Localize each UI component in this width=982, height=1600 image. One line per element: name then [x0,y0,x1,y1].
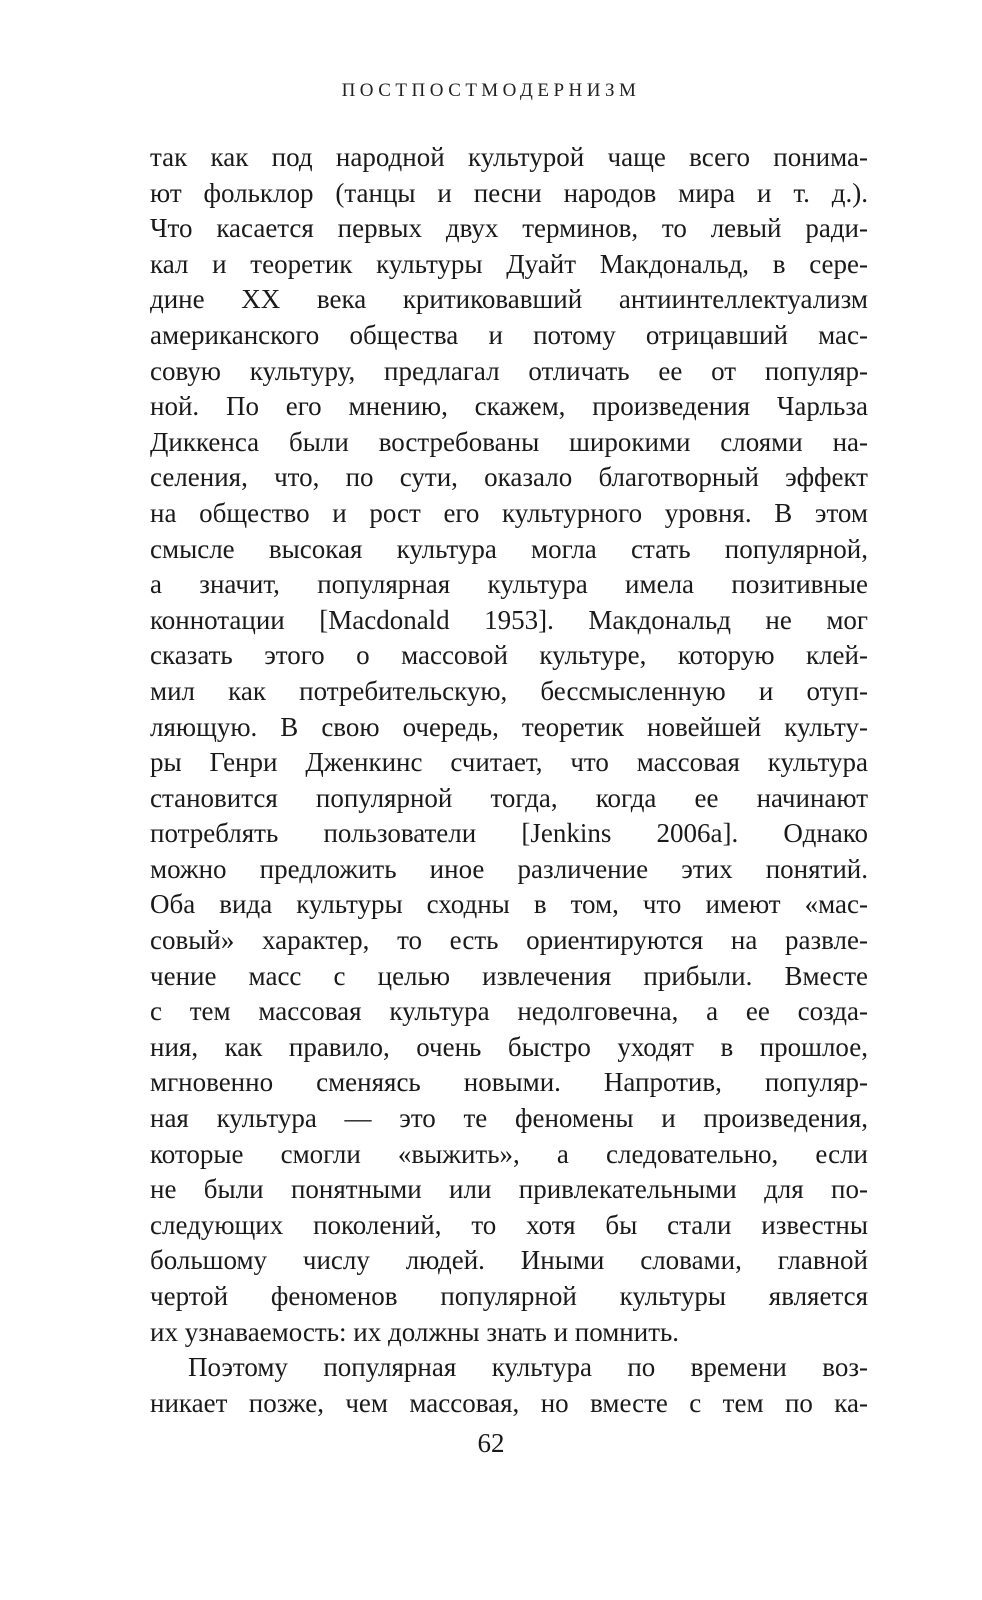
text-line: ляющую. В свою очередь, теоретик новейшей культу- [150,711,868,742]
text-line: ная культура — это те феномены и произведения, [150,1103,868,1134]
paragraph [150,140,868,1350]
text-line: не были понятными или привлекательными для по- [150,1174,868,1205]
text-line: мил как потребительскую, бессмысленную и отуп- [150,675,868,706]
text-line: чертой феноменов популярной культуры является [150,1281,868,1311]
paragraph [150,1350,868,1421]
text-line: так как под народной культурой чаще всего понима- [150,142,868,172]
text-line: которые смогли «выжить», а следовательно, если [150,1138,868,1169]
text-line: Диккенса были востребованы широкими слоями на- [150,426,868,457]
text-line: смысле высокая культура могла стать популярной, [150,533,868,564]
text-line: мгновенно сменяясь новыми. Напротив, популяр- [150,1067,868,1098]
text-line: дине XX века критиковавший антиинтеллектуализм [150,284,868,315]
text-line: совый» характер, то есть ориентируются на развле- [150,925,868,956]
text-line: ры Генри Дженкинс считает, что массовая культура [150,747,868,778]
text-line: их узнаваемость: их должны знать и помнить. [150,1316,680,1347]
text-line: ния, как правило, очень быстро уходят в прошлое, [150,1031,868,1062]
text-line: можно предложить иное различение этих понятий. [150,853,868,884]
text-line: становится популярной тогда, когда ее начинают [150,782,868,813]
text-line: сказать этого о массовой культуре, которую клей- [150,640,868,671]
text-line: совую культуру, предлагал отличать ее от популяр- [150,355,868,386]
text-line: ной. По его мнению, скажем, произведения Чарльза [150,391,868,422]
text-line: с тем массовая культура недолговечна, а ее созда- [150,996,868,1027]
text-line: большому числу людей. Иными словами, главной [150,1245,868,1276]
running-head: ПОСТПОСТМОДЕРНИЗМ [341,80,641,101]
text-line: никает позже, чем массовая, но вместе с тем по ка- [150,1387,868,1418]
text-line: селения, что, по сути, оказало благотворный эффект [150,462,868,493]
text-line: а значит, популярная культура имела позитивные [150,569,868,600]
text-line: ют фольклор (танцы и песни народов мира и т. д.). [150,177,868,208]
text-line: следующих поколений, то хотя бы стали известны [150,1209,868,1240]
body-text [150,140,868,1421]
text-line: американского общества и потому отрицавший мас- [150,319,868,350]
page-number: 62 [477,1428,505,1458]
text-line: Поэтому популярная культура по времени воз- [188,1352,868,1383]
text-line: коннотации [Macdonald 1953]. Макдональд не мог [150,604,868,635]
text-line: на общество и рост его культурного уровня. В этом [150,497,868,528]
text-line: чение масс с целью извлечения прибыли. Вместе [150,960,868,991]
text-line: Что касается первых двух терминов, то левый ради- [150,213,868,244]
text-line: кал и теоретик культуры Дуайт Макдональд, в сере- [150,248,868,279]
text-line: Оба вида культуры сходны в том, что имеют «мас- [150,889,868,920]
text-line: потреблять пользователи [Jenkins 2006a]. Однако [150,818,868,849]
